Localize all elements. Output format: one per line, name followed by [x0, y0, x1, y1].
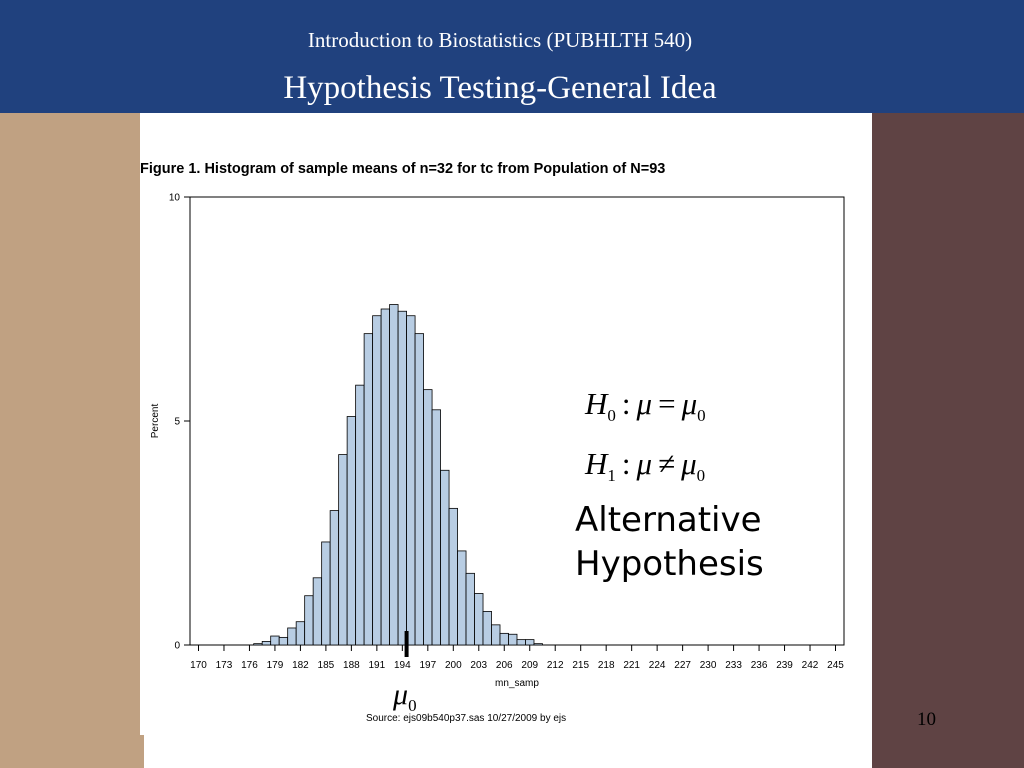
histogram-bar [271, 636, 279, 645]
y-axis-label: Percent [150, 403, 161, 439]
x-tick-label: 182 [292, 660, 309, 671]
histogram-bar [492, 625, 500, 645]
h-subscript: 0 [607, 406, 616, 426]
x-tick-label: 191 [368, 660, 386, 671]
x-tick-label: 206 [495, 660, 513, 671]
histogram-bar [347, 417, 355, 645]
x-tick-label: 218 [597, 660, 615, 671]
mu0-subscript: 0 [697, 406, 706, 426]
histogram-chart [140, 185, 872, 705]
mu-symbol: μ [636, 386, 653, 421]
histogram-bar [458, 551, 466, 645]
histogram-bar [381, 309, 389, 645]
y-tick-label: 5 [174, 416, 180, 428]
x-tick-label: 173 [215, 660, 233, 671]
x-tick-label: 236 [750, 660, 768, 671]
histogram-bar [424, 390, 432, 645]
h-subscript: 1 [607, 466, 616, 486]
x-tick-label: 179 [266, 660, 284, 671]
mu-symbol: μ [393, 678, 409, 711]
alternative-hypothesis-formula [585, 446, 705, 486]
x-tick-label: 233 [725, 660, 742, 671]
x-tick-label: 194 [393, 660, 411, 671]
histogram-bar [364, 334, 372, 645]
x-tick-label: 170 [190, 660, 207, 671]
histogram-bar [398, 311, 406, 645]
histogram-bar [483, 611, 491, 645]
histogram-bar [339, 455, 347, 645]
not-equal-symbol: ≠ [658, 446, 676, 481]
x-tick-label: 239 [776, 660, 793, 671]
mu-subscript: 0 [408, 696, 417, 715]
histogram-bar [322, 542, 330, 645]
mu-symbol: μ [636, 446, 653, 481]
x-tick-label: 203 [470, 660, 488, 671]
histogram-bar [254, 644, 262, 645]
histogram-bar [390, 305, 398, 645]
figure-title: Figure 1. Histogram of sample means of n=32 for tc from Population of N=93 [140, 161, 666, 177]
histogram-bar [525, 640, 533, 645]
x-tick-label: 209 [521, 660, 539, 671]
x-tick-label: 185 [317, 660, 335, 671]
x-tick-label: 245 [827, 660, 844, 671]
y-tick-label: 0 [174, 640, 180, 652]
histogram-bar [517, 640, 525, 645]
right-decorative-band [872, 113, 1024, 768]
histogram-bar [534, 644, 542, 645]
h-symbol: H [585, 386, 608, 421]
histogram-bar [330, 511, 338, 645]
slide-header [0, 0, 1024, 113]
h-symbol: H [585, 446, 608, 481]
x-axis-label: mn_samp [495, 678, 539, 689]
histogram-bar [500, 633, 508, 645]
x-tick-label: 188 [343, 660, 360, 671]
colon-symbol: : [621, 446, 631, 481]
histogram-bar [407, 316, 415, 645]
histogram-bar [432, 410, 440, 645]
histogram-bar [466, 573, 474, 645]
equals-symbol: = [658, 386, 676, 421]
panel-edge-strip [140, 735, 144, 768]
alternative-hypothesis-label [575, 498, 764, 586]
x-tick-label: 212 [546, 660, 564, 671]
x-tick-label: 215 [572, 660, 590, 671]
histogram-bar [288, 628, 296, 645]
histogram-bar [305, 596, 313, 645]
mu0-subscript: 0 [696, 466, 706, 486]
alt-label-line2: Hypothesis [575, 544, 764, 584]
x-tick-label: 176 [241, 660, 258, 671]
x-tick-label: 227 [674, 660, 691, 671]
histogram-bar [356, 385, 364, 645]
null-hypothesis-formula [585, 386, 706, 426]
x-tick-label: 242 [801, 660, 819, 671]
source-note: Source: ejs09b540p37.sas 10/27/2009 by ejs [366, 713, 567, 724]
x-tick-label: 230 [699, 660, 717, 671]
histogram-bar [509, 634, 517, 645]
mu0-marker-label [393, 678, 417, 716]
histogram-bar [441, 470, 449, 645]
left-decorative-band [0, 113, 140, 768]
histogram-bar [279, 637, 287, 645]
y-tick-label: 10 [168, 192, 180, 204]
colon-symbol: : [621, 386, 631, 421]
histogram-bar [262, 641, 270, 645]
course-title: Introduction to Biostatistics (PUBHLTH 540) [307, 28, 693, 52]
mu0-symbol: μ [681, 446, 697, 481]
slide-title: Hypothesis Testing-General Idea [283, 70, 717, 106]
page-number: 10 [917, 709, 936, 730]
histogram-bar [415, 334, 423, 645]
x-tick-label: 200 [444, 660, 462, 671]
x-tick-label: 197 [419, 660, 437, 671]
histogram-bar [296, 622, 304, 645]
histogram-bar [313, 578, 321, 645]
x-tick-label: 221 [623, 660, 641, 671]
histogram-bar [449, 508, 457, 645]
histogram-bar [373, 316, 381, 645]
mu0-symbol: μ [681, 386, 698, 421]
histogram-bar [475, 593, 483, 645]
x-tick-label: 224 [648, 660, 666, 671]
alt-label-line1: Alternative [575, 500, 762, 540]
